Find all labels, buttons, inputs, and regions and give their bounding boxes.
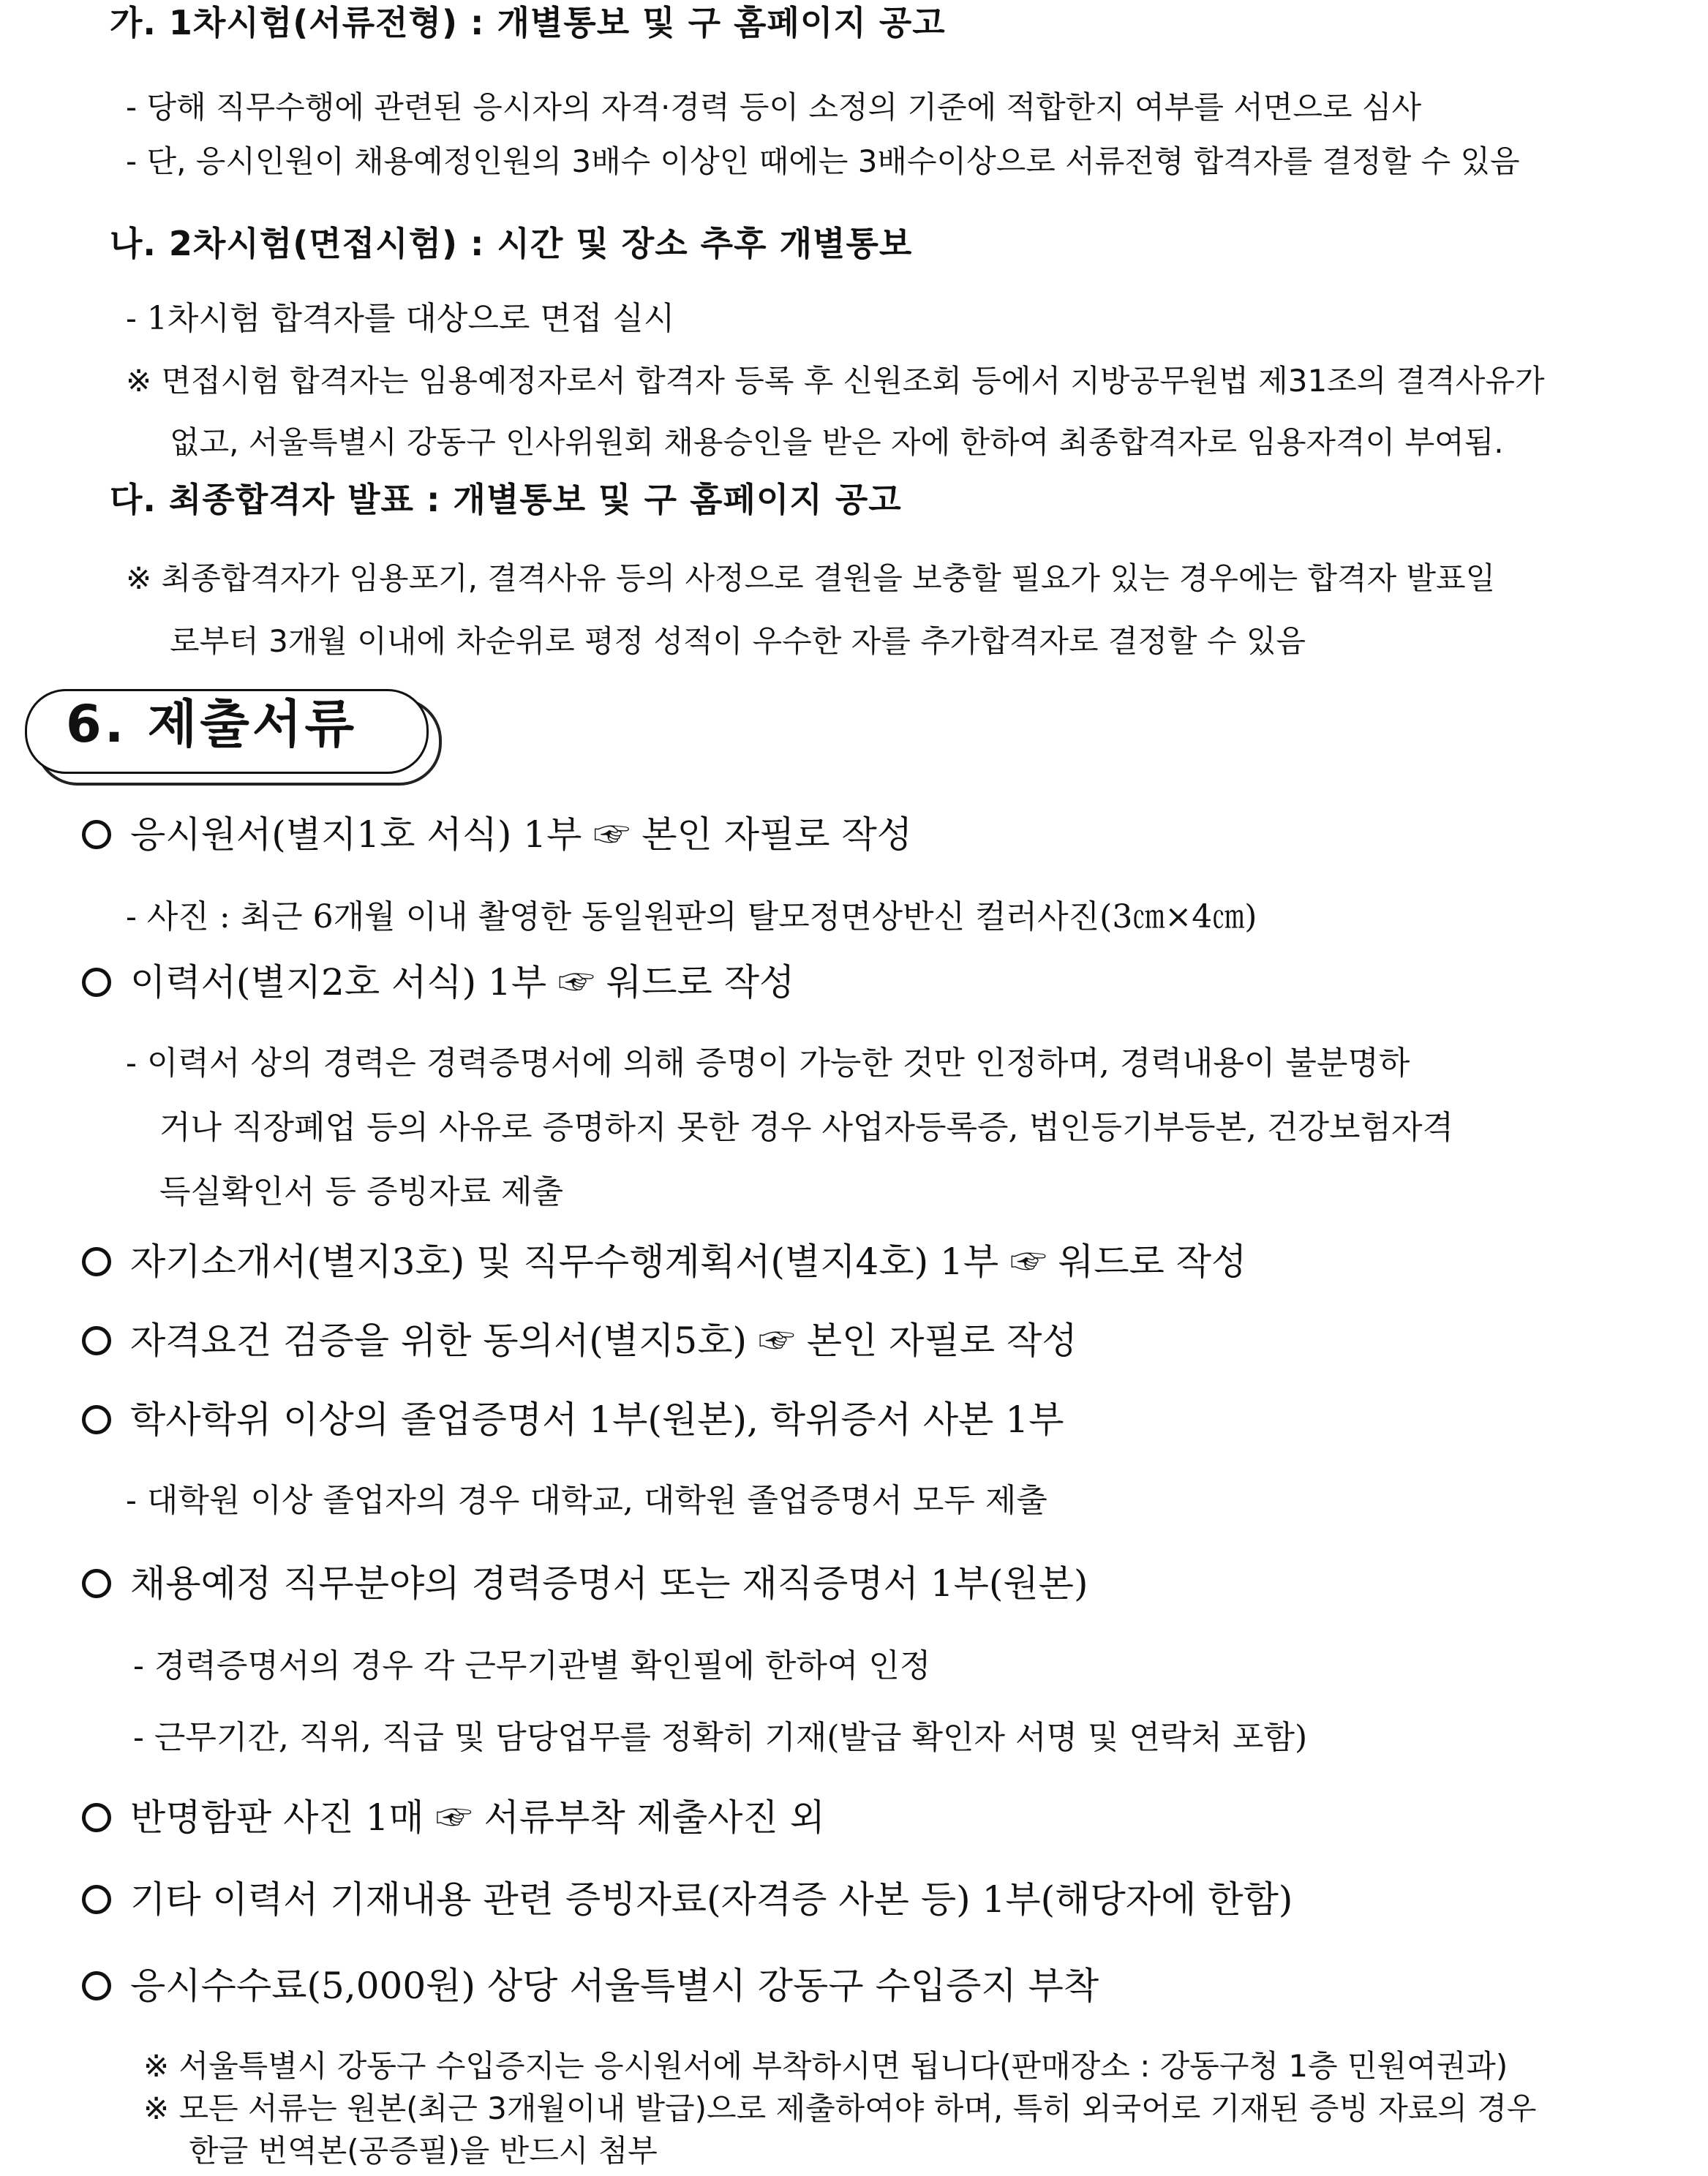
doc-item-fee: 응시수수료(5,000원) 상당 서울특별시 강동구 수입증지 부착 bbox=[82, 1968, 1099, 2004]
circle-bullet-icon bbox=[82, 1971, 111, 2000]
fee-note-line-1: ※ 서울특별시 강동구 수입증지는 응시원서에 부착하시면 됩니다(판매장소 : 강동구청 1층 민원여권과) bbox=[143, 2048, 1508, 2084]
doc-item-graduation-sub: - 대학원 이상 졸업자의 경우 대학교, 대학원 졸업증명서 모두 제출 bbox=[126, 1482, 1047, 1519]
circle-bullet-icon bbox=[82, 820, 111, 849]
circle-bullet-icon bbox=[82, 1569, 111, 1598]
circle-bullet-icon bbox=[82, 968, 111, 997]
doc-item-career-cert-sub-1: - 경력증명서의 경우 각 근무기관별 확인필에 한하여 인정 bbox=[133, 1647, 931, 1684]
final-note-line-2: 로부터 3개월 이내에 차순위로 평정 성적이 우수한 자를 추가합격자로 결정할 수 있음 bbox=[170, 623, 1306, 659]
circle-bullet-icon bbox=[82, 1326, 111, 1355]
doc-item-career-cert: 채용예정 직무분야의 경력증명서 또는 재직증명서 1부(원본) bbox=[82, 1565, 1088, 1602]
doc-item-self-intro: 자기소개서(별지3호) 및 직무수행계획서(별지4호) 1부 ☞ 워드로 작성 bbox=[82, 1243, 1246, 1280]
second-exam-note-line-2: 없고, 서울특별시 강동구 인사위원회 채용승인을 받은 자에 한하여 최종합격자로 임용자격이 부여됨. bbox=[170, 424, 1504, 460]
heading-final-announcement: 다. 최종합격자 발표 : 개별통보 및 구 홈페이지 공고 bbox=[110, 480, 902, 519]
doc-item-resume-sub-2: 거나 직장폐업 등의 사유로 증명하지 못한 경우 사업자등록증, 법인등기부등본, 건강보험자격 bbox=[159, 1109, 1453, 1146]
doc-item-resume-sub-3: 득실확인서 등 증빙자료 제출 bbox=[159, 1173, 564, 1211]
doc-item-application: 응시원서(별지1호 서식) 1부 ☞ 본인 자필로 작성 bbox=[82, 816, 912, 853]
final-note-line-1: ※ 최종합격자가 임용포기, 결격사유 등의 사정으로 결원을 보충할 필요가 있는 경우에는 합격자 발표일 bbox=[126, 560, 1496, 596]
first-exam-item-2: - 단, 응시인원이 채용예정인원의 3배수 이상인 때에는 3배수이상으로 서류전형 합격자를 결정할 수 있음 bbox=[126, 143, 1520, 179]
second-exam-note-line-1: ※ 면접시험 합격자는 임용예정자로서 합격자 등록 후 신원조회 등에서 지방공무원법 제31조의 결격사유가 bbox=[126, 363, 1545, 399]
first-exam-item-1: - 당해 직무수행에 관련된 응시자의 자격·경력 등이 소정의 기준에 적합한지 여부를 서면으로 심사 bbox=[126, 89, 1422, 125]
circle-bullet-icon bbox=[82, 1803, 111, 1832]
heading-first-exam: 가. 1차시험(서류전형) : 개별통보 및 구 홈페이지 공고 bbox=[110, 3, 946, 42]
fee-note-line-3: 한글 번역본(공증필)을 반드시 첨부 bbox=[189, 2133, 658, 2169]
heading-second-exam: 나. 2차시험(면접시험) : 시간 및 장소 추후 개별통보 bbox=[110, 224, 913, 263]
circle-bullet-icon bbox=[82, 1405, 111, 1434]
doc-item-consent: 자격요건 검증을 위한 동의서(별지5호) ☞ 본인 자필로 작성 bbox=[82, 1322, 1077, 1359]
doc-item-photo: 반명함판 사진 1매 ☞ 서류부착 제출사진 외 bbox=[82, 1799, 825, 1836]
doc-item-other-evidence: 기타 이력서 기재내용 관련 증빙자료(자격증 사본 등) 1부(해당자에 한함) bbox=[82, 1881, 1293, 1918]
doc-item-career-cert-sub-2: - 근무기간, 직위, 직급 및 담당업무를 정확히 기재(발급 확인자 서명 및 연락처 포함) bbox=[133, 1719, 1308, 1756]
section-title: 6. 제출서류 bbox=[66, 694, 358, 754]
second-exam-item: - 1차시험 합격자를 대상으로 면접 실시 bbox=[126, 300, 675, 337]
circle-bullet-icon bbox=[82, 1885, 111, 1914]
fee-note-line-2: ※ 모든 서류는 원본(최근 3개월이내 발급)으로 제출하여야 하며, 특히 외국어로 기재된 증빙 자료의 경우 bbox=[143, 2090, 1537, 2126]
doc-item-graduation: 학사학위 이상의 졸업증명서 1부(원본), 학위증서 사본 1부 bbox=[82, 1401, 1064, 1438]
doc-item-resume: 이력서(별지2호 서식) 1부 ☞ 워드로 작성 bbox=[82, 964, 794, 1001]
doc-item-resume-sub-1: - 이력서 상의 경력은 경력증명서에 의해 증명이 가능한 것만 인정하며, 경력내용이 불분명하 bbox=[126, 1044, 1410, 1082]
circle-bullet-icon bbox=[82, 1247, 111, 1276]
doc-item-application-photo: - 사진 : 최근 6개월 이내 촬영한 동일원판의 탈모정면상반신 컬러사진(3㎝×4㎝) bbox=[126, 898, 1257, 935]
